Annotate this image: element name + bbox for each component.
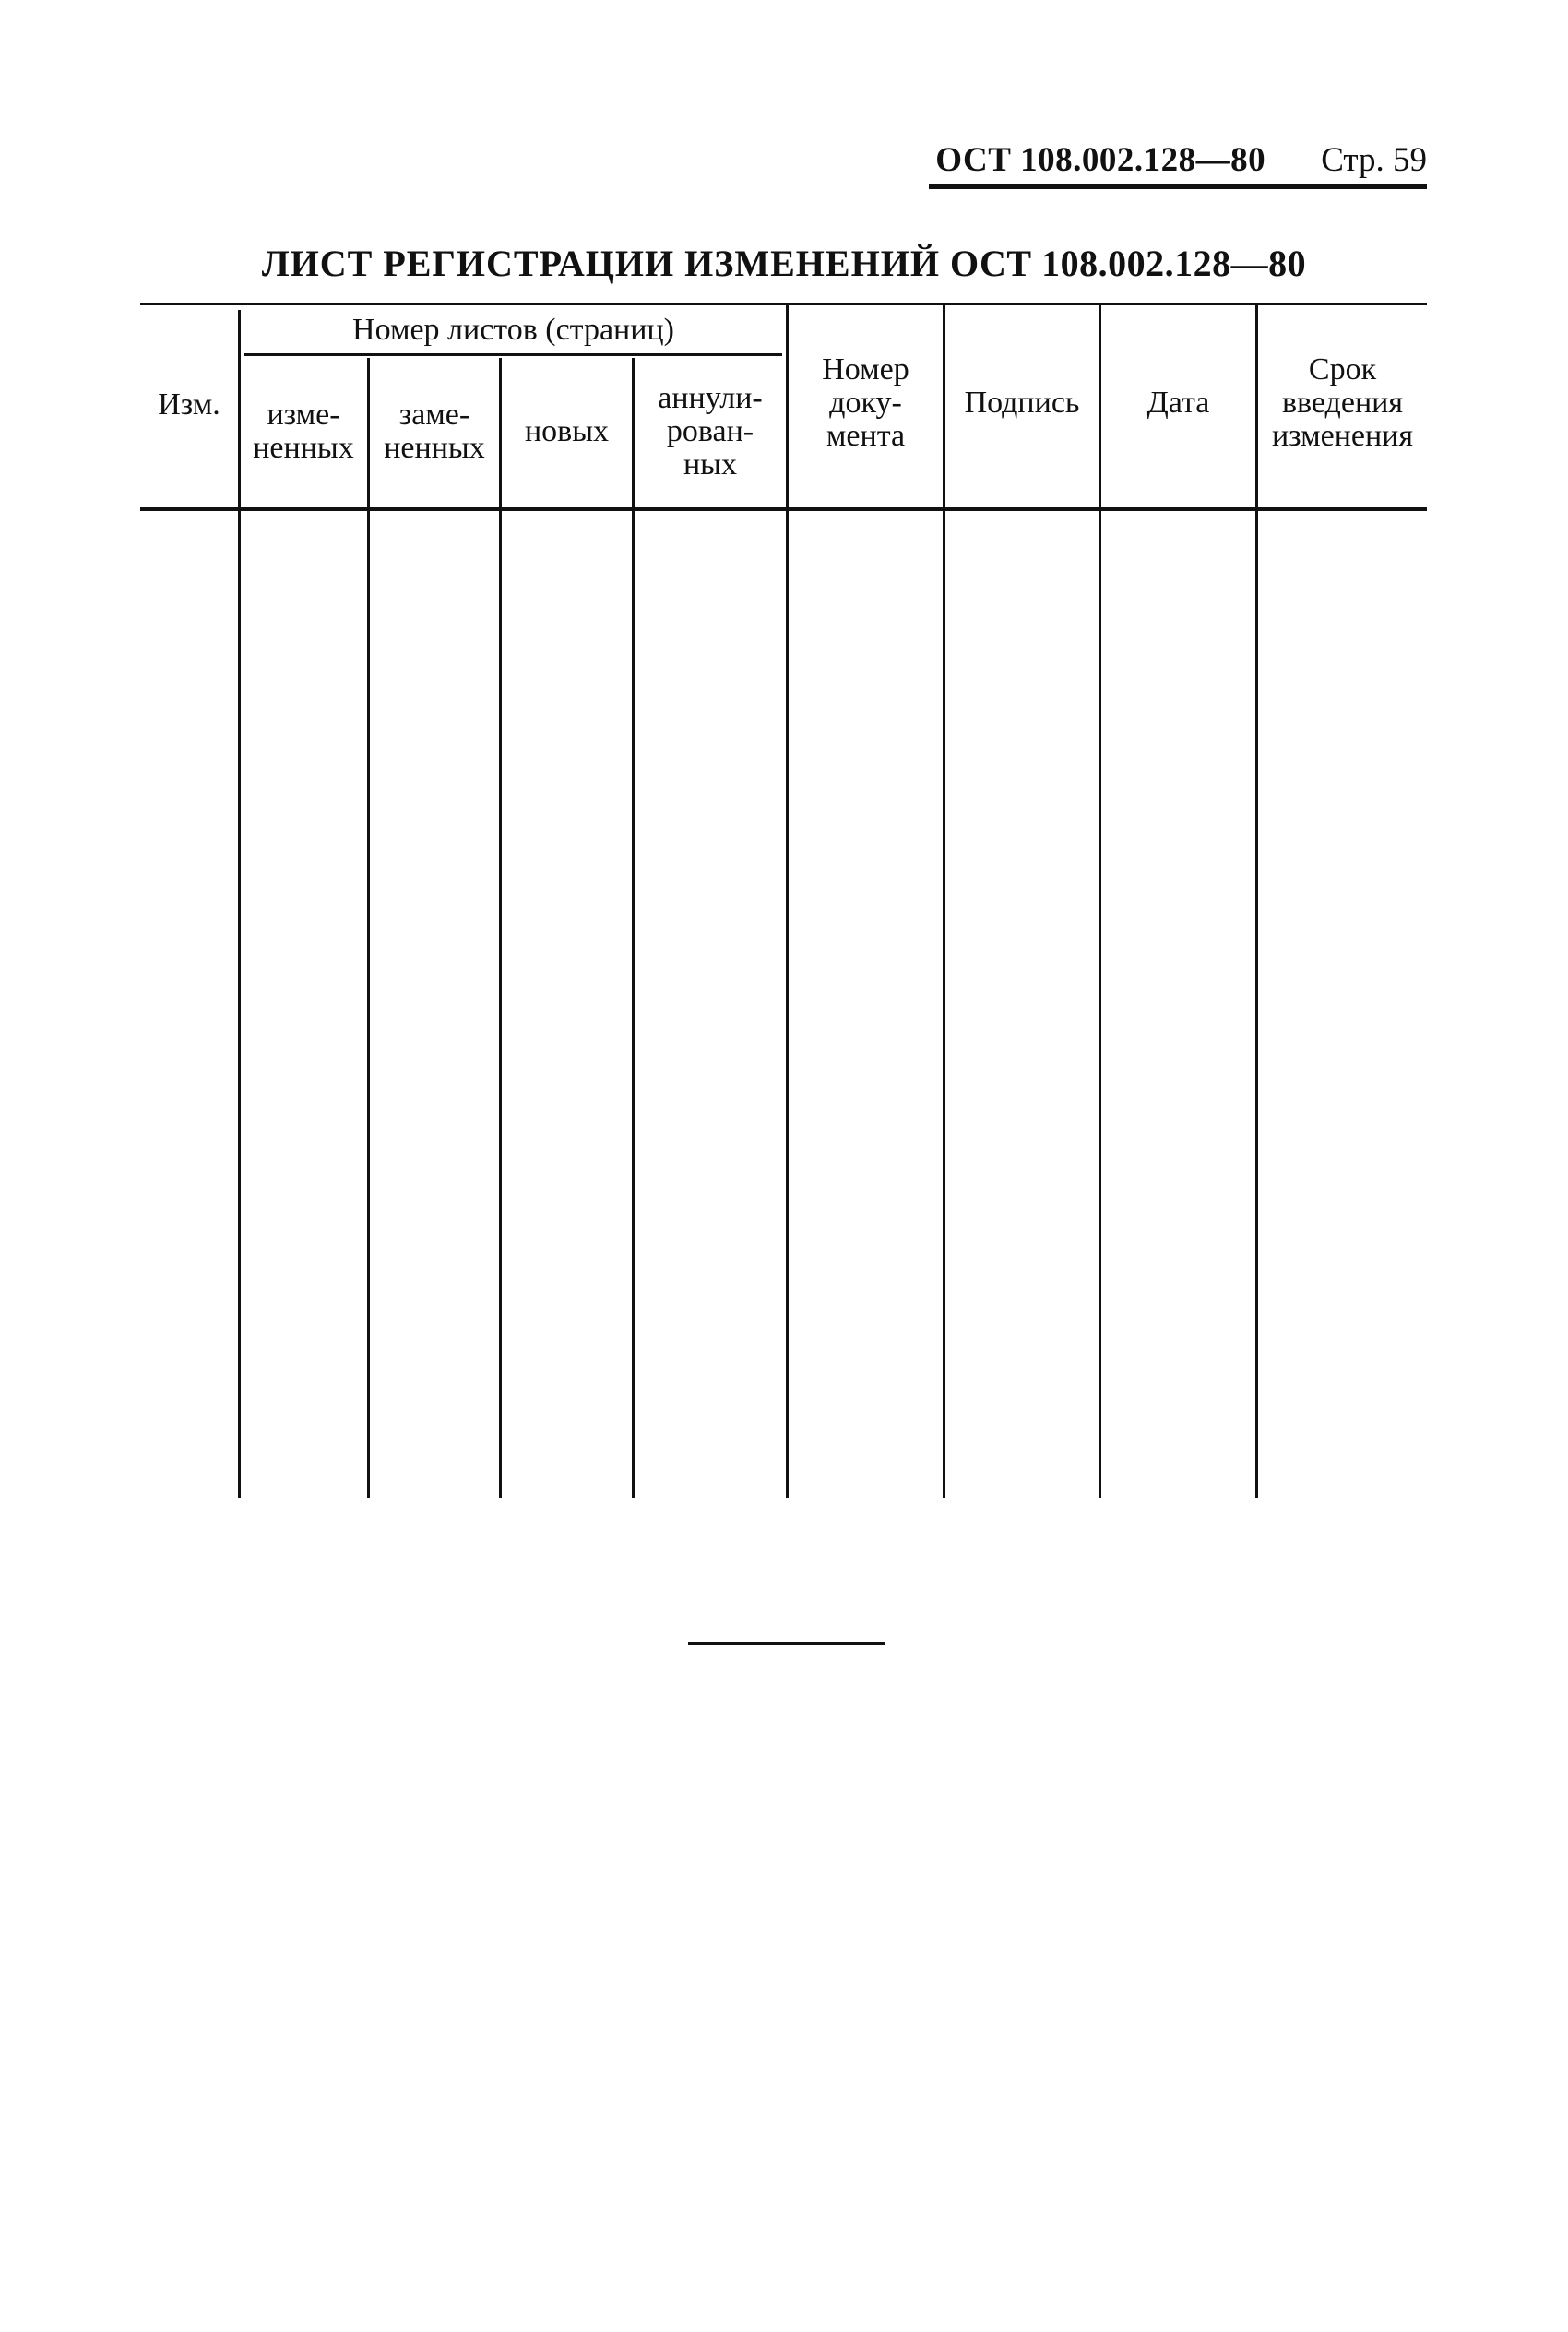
column-header-cancelled: аннули- рован- ных [658,381,763,482]
group-header-rule [244,353,782,356]
column-divider [238,310,241,1498]
page-number: Стр. 59 [1321,141,1427,179]
column-divider [632,358,635,1498]
table-top-rule [140,303,1427,305]
column-header-change: Изм. [158,387,220,422]
column-divider [1099,304,1101,1498]
column-divider [1255,304,1258,1498]
sheet-title-code: ОСТ 108.002.128—80 [949,243,1307,284]
column-header-replaced: заме- ненных [384,398,485,465]
column-divider [786,304,789,1498]
column-header-date: Дата [1146,386,1210,420]
column-header-term: Срок введения изменения [1271,352,1414,453]
column-header-changed: изме- ненных [253,398,354,465]
column-header-doc-number: Номер доку- мента [822,352,909,453]
column-group-header-sheet-numbers: Номер листов (страниц) [352,313,674,347]
standard-code: ОСТ 108.002.128—80 [935,141,1266,179]
sheet-title [0,242,1568,285]
table-header-bottom-rule [140,507,1427,511]
header-underline [929,184,1427,189]
column-divider [367,358,370,1498]
running-header [935,140,1427,180]
column-header-new: новых [524,414,610,448]
column-divider [943,304,945,1498]
closing-rule [688,1642,885,1645]
column-header-signature: Подпись [964,386,1080,420]
sheet-title-text: ЛИСТ РЕГИСТРАЦИИ ИЗМЕНЕНИЙ [261,243,940,284]
column-divider [499,358,502,1498]
